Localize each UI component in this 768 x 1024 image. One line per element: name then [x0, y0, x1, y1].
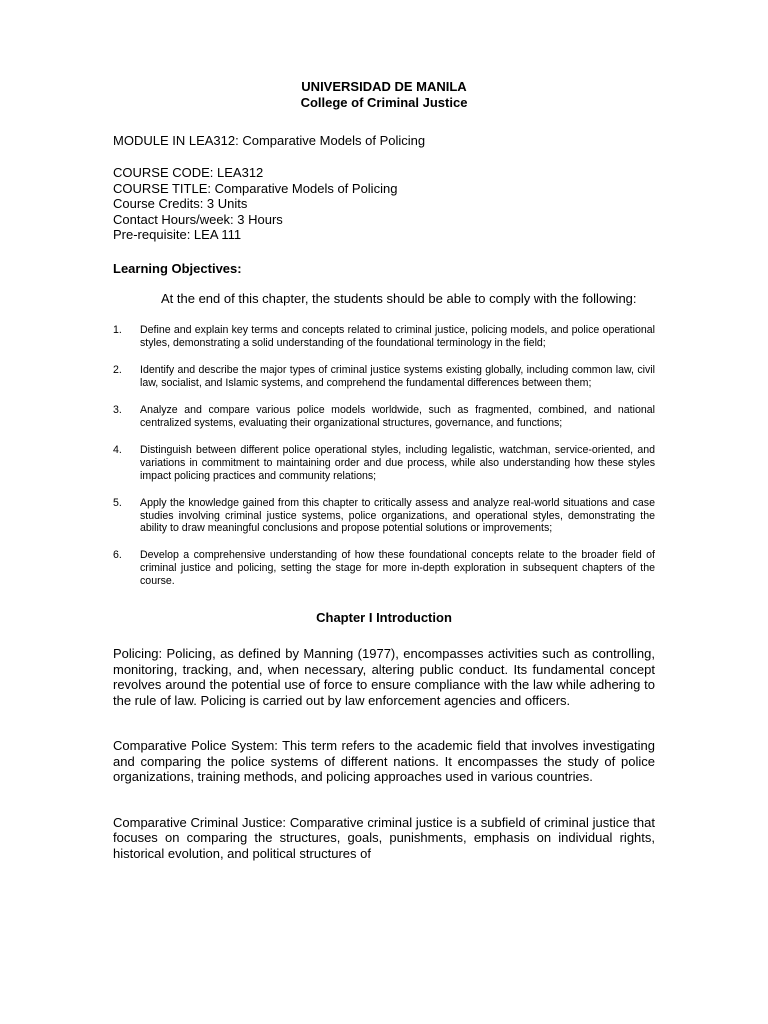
paragraph-policing: Policing: Policing, as defined by Manning (1977), encompasses activities such as controlling, monitoring, tracking, and, when necessary, altering public conduct. Its fundamental concept revolves around the potential use of force to ensure compliance with the law while adhering to the rule of law. Policing is carried out by law enforcement agencies and officers.	[113, 646, 655, 708]
objective-number: 1.	[113, 324, 122, 337]
objective-text: Identify and describe the major types of criminal justice systems existing globally, including common law, civil law, socialist, and Islamic systems, and comprehend the fundamental differences between them;	[140, 364, 655, 390]
page-content	[113, 79, 655, 861]
objective-number: 5.	[113, 496, 122, 509]
course-credits: Course Credits: 3 Units	[113, 196, 248, 212]
course-title: COURSE TITLE: Comparative Models of Policing	[113, 180, 398, 196]
objective-item	[113, 549, 655, 588]
learning-objectives-intro: At the end of this chapter, the students should be able to comply with the following:	[161, 290, 637, 306]
objective-number: 2.	[113, 364, 122, 377]
paragraph-comparative-criminal-justice: Comparative Criminal Justice: Comparative criminal justice is a subfield of criminal justice that focuses on comparing the structures, goals, punishments, emphasis on individual rights, historical evolution, and political structures of	[113, 814, 655, 861]
prerequisite: Pre-requisite: LEA 111	[113, 227, 242, 243]
course-info	[113, 165, 655, 243]
objective-item	[113, 444, 655, 483]
paragraph-comparative-police-system: Comparative Police System: This term refers to the academic field that involves investigating and comparing the police systems of different nations. It encompasses the study of police organizations, training methods, and policing approaches used in various countries.	[113, 738, 655, 785]
objective-number: 4.	[113, 443, 122, 456]
chapter-heading: Chapter I Introduction	[316, 610, 452, 626]
objective-number: 6.	[113, 549, 122, 562]
objective-text: Distinguish between different police operational styles, including legalistic, watchman, service-oriented, and variations in commitment to maintaining order and due process, while also understanding how these styles impact policing practices and community relations;	[140, 443, 655, 482]
contact-hours: Contact Hours/week: 3 Hours	[113, 211, 283, 227]
objective-item	[113, 497, 655, 536]
college-name: College of Criminal Justice	[300, 95, 468, 110]
objective-item	[113, 324, 655, 350]
objective-text: Analyze and compare various police models worldwide, such as fragmented, combined, and national centralized systems, evaluating their organizational structures, governance, and functions;	[140, 404, 655, 429]
objectives-list	[113, 324, 655, 588]
objective-number: 3.	[113, 404, 122, 417]
objective-item	[113, 364, 655, 390]
objective-text: Develop a comprehensive understanding of how these foundational concepts relate to the broader field of criminal justice and policing, setting the stage for more in-depth exploration in subsequent chapters of the course.	[140, 549, 655, 588]
university-name: UNIVERSIDAD DE MANILA	[301, 79, 467, 94]
objective-text: Apply the knowledge gained from this chapter to critically assess and analyze real-world situations and case studies involving criminal justice systems, police organizations, and operational styles, demonstrating the ability to draw meaningful conclusions and propose potential solutions or improvements;	[140, 496, 655, 535]
objective-item	[113, 404, 655, 430]
objective-text: Define and explain key terms and concepts related to criminal justice, policing models, and police operational styles, demonstrating a solid understanding of the foundational terminology in the field;	[140, 324, 655, 350]
course-code: COURSE CODE: LEA312	[113, 165, 264, 180]
module-title: MODULE IN LEA312: Comparative Models of Policing	[113, 133, 426, 148]
learning-objectives-heading: Learning Objectives:	[113, 260, 242, 276]
